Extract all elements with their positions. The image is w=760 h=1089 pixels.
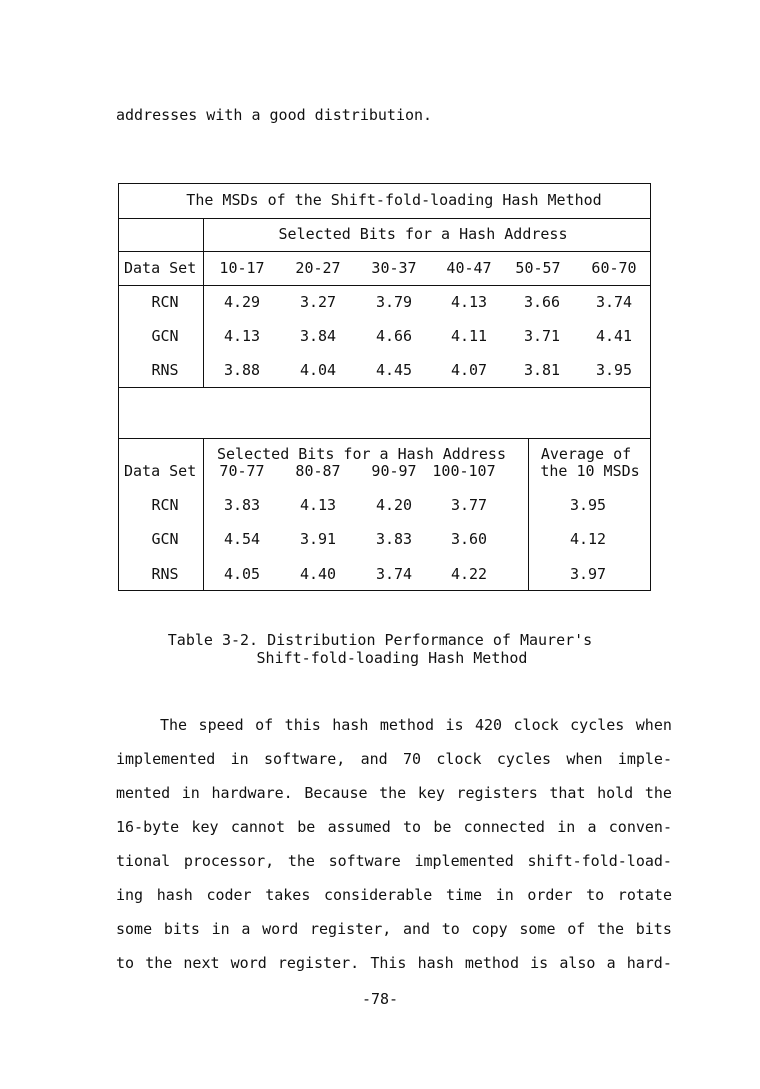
avg-cell: 3.95: [569, 496, 607, 514]
row-label: GCN: [151, 530, 179, 548]
paragraph-word: the: [379, 784, 407, 802]
paragraph-word: rotate: [617, 886, 672, 904]
avg-header: Average of: [540, 445, 632, 463]
paragraph-word: in: [211, 920, 230, 938]
table-cell: 4.54: [223, 530, 261, 548]
paragraph-word: key: [417, 784, 445, 802]
table-cell: 3.66: [523, 293, 561, 311]
table-rule: [119, 285, 650, 286]
paragraph-word: processor,: [183, 852, 275, 870]
top-col-header: 10-17: [219, 259, 265, 277]
row-label: RNS: [151, 361, 179, 379]
table-cell: 3.91: [299, 530, 337, 548]
paragraph-word: This: [370, 954, 407, 972]
paragraph-word: that: [549, 784, 586, 802]
intro-text: addresses with a good distribution.: [116, 106, 433, 124]
table-cell: 4.45: [375, 361, 413, 379]
table-cell: 3.81: [523, 361, 561, 379]
paragraph-word: speed: [198, 716, 244, 734]
paragraph-word: the: [145, 954, 173, 972]
table-cell: 3.60: [450, 530, 488, 548]
paragraph-word: clock: [513, 716, 559, 734]
table-cell: 4.22: [450, 565, 488, 583]
paragraph-word: the: [287, 852, 315, 870]
paragraph-word: in: [230, 750, 249, 768]
table-cell: 4.13: [450, 293, 488, 311]
table-rule: [203, 438, 204, 590]
table-rule: [203, 218, 204, 387]
paragraph-word: bits: [163, 920, 200, 938]
paragraph-word: considerable: [323, 886, 433, 904]
msd-table: [118, 183, 651, 591]
paragraph-word: method: [464, 954, 519, 972]
paragraph-word: a: [241, 920, 251, 938]
paragraph-word: 16-byte: [116, 818, 180, 836]
table-title: The MSDs of the Shift-fold-loading Hash Method: [186, 191, 602, 209]
bottom-col-header: 100-107: [432, 462, 496, 480]
paragraph-word: when: [635, 716, 672, 734]
paragraph-word: cycles: [496, 750, 552, 768]
bottom-col-header: 90-97: [371, 462, 417, 480]
table-cell: 3.79: [375, 293, 413, 311]
paragraph-word: next: [183, 954, 220, 972]
paragraph-word: is: [530, 954, 549, 972]
paragraph-word: when: [566, 750, 603, 768]
table-rule: [119, 251, 650, 252]
paragraph-word: tional: [116, 852, 171, 870]
paragraph-word: is: [445, 716, 464, 734]
paragraph-word: hash: [156, 886, 193, 904]
page-number: -78-: [361, 990, 399, 1008]
paragraph-word: implemented: [414, 852, 514, 870]
table-cell: 4.66: [375, 327, 413, 345]
caption-line: Table 3-2. Distribution Performance of Maurer's: [167, 631, 593, 649]
paragraph-word: software: [328, 852, 401, 870]
paragraph-line: [116, 784, 672, 802]
paragraph-word: conven-: [608, 818, 672, 836]
paragraph-word: the: [596, 920, 625, 938]
table-cell: 4.04: [299, 361, 337, 379]
paragraph-word: be: [297, 818, 316, 836]
paragraph-word: some: [519, 920, 556, 938]
avg-cell: 3.97: [569, 565, 607, 583]
top-col-header: 60-70: [591, 259, 637, 277]
paragraph-word: and: [360, 750, 388, 768]
paragraph-word: of: [255, 716, 274, 734]
table-cell: 3.88: [223, 361, 261, 379]
table-cell: 4.13: [299, 496, 337, 514]
paragraph-word: hardware.: [211, 784, 293, 802]
table-cell: 4.05: [223, 565, 261, 583]
table-cell: 4.07: [450, 361, 488, 379]
caption-line: Shift-fold-loading Hash Method: [256, 649, 528, 667]
avg-header: the 10 MSDs: [540, 462, 640, 480]
row-label: RCN: [151, 496, 179, 514]
paragraph-word: order: [527, 886, 573, 904]
table-rule: [528, 438, 529, 590]
paragraph-word: be: [433, 818, 452, 836]
paragraph-word: Because: [304, 784, 368, 802]
paragraph-word: a: [587, 818, 597, 836]
paragraph-word: assumed: [327, 818, 391, 836]
paragraph-line: [160, 716, 672, 734]
paragraph-word: time: [445, 886, 483, 904]
paragraph-word: connected: [463, 818, 545, 836]
bottom-col-header: 80-87: [295, 462, 341, 480]
table-cell: 4.41: [595, 327, 633, 345]
paragraph-word: register,: [309, 920, 392, 938]
table-cell: 3.83: [223, 496, 261, 514]
paragraph-line: [116, 852, 672, 870]
table-rule: [119, 387, 650, 388]
paragraph-line: [116, 818, 672, 836]
paragraph-word: takes: [265, 886, 311, 904]
paragraph-word: in: [181, 784, 200, 802]
paragraph-word: mented: [116, 784, 171, 802]
paragraph-word: software,: [264, 750, 346, 768]
paragraph-word: and: [402, 920, 431, 938]
paragraph-word: coder: [206, 886, 252, 904]
paragraph-word: cycles: [570, 716, 625, 734]
paragraph-word: method: [379, 716, 435, 734]
table-rule: [119, 218, 650, 219]
paragraph-word: to: [116, 954, 135, 972]
table-cell: 3.74: [375, 565, 413, 583]
paragraph-word: clock: [436, 750, 482, 768]
paragraph-word: some: [116, 920, 153, 938]
table-cell: 3.27: [299, 293, 337, 311]
paragraph-word: 420: [474, 716, 503, 734]
row-label: RNS: [151, 565, 179, 583]
paragraph-word: cannot: [230, 818, 285, 836]
paragraph-line: [116, 750, 672, 768]
paragraph-word: the: [644, 784, 672, 802]
paragraph-word: hash: [417, 954, 454, 972]
paragraph-word: key: [191, 818, 219, 836]
table-cell: 4.11: [450, 327, 488, 345]
table-caption: [0, 631, 760, 667]
paragraph-word: imple-: [617, 750, 672, 768]
paragraph-word: The: [160, 716, 188, 734]
table-cell: 3.95: [595, 361, 633, 379]
paragraph-word: this: [284, 716, 321, 734]
paragraph-word: to: [586, 886, 605, 904]
paragraph-word: shift-fold-load-: [527, 852, 672, 870]
row-label: RCN: [151, 293, 179, 311]
paragraph-word: hash: [332, 716, 369, 734]
table-cell: 3.84: [299, 327, 337, 345]
top-col-header: 50-57: [515, 259, 561, 277]
row-label: GCN: [151, 327, 179, 345]
paragraph-word: registers: [456, 784, 538, 802]
paragraph-line: [116, 886, 672, 904]
top-group-header: Selected Bits for a Hash Address: [278, 225, 568, 243]
bottom-group-header: Selected Bits for a Hash Address: [217, 445, 506, 463]
paragraph-line: [116, 920, 672, 938]
paragraph-word: a: [606, 954, 616, 972]
table-rule: [119, 438, 650, 439]
top-col-header: 40-47: [446, 259, 492, 277]
paragraph-word: in: [495, 886, 514, 904]
paragraph-word: copy: [471, 920, 508, 938]
top-col-header: 30-37: [371, 259, 417, 277]
paragraph-line: [116, 954, 672, 972]
paragraph-word: implemented: [116, 750, 216, 768]
table-cell: 3.71: [523, 327, 561, 345]
paragraph-word: 70: [403, 750, 422, 768]
paragraph-word: word: [230, 954, 267, 972]
avg-cell: 4.12: [569, 530, 607, 548]
top-col-header: 20-27: [295, 259, 341, 277]
paragraph-word: word: [262, 920, 299, 938]
paragraph-word: to: [441, 920, 460, 938]
bottom-col-header: 70-77: [219, 462, 265, 480]
paragraph-word: also: [559, 954, 596, 972]
paragraph-word: to: [403, 818, 422, 836]
table-cell: 3.83: [375, 530, 413, 548]
table-cell: 4.40: [299, 565, 337, 583]
paragraph-word: ing: [116, 886, 144, 904]
table-cell: 4.13: [223, 327, 261, 345]
table-cell: 4.20: [375, 496, 413, 514]
top-row-header: Data Set: [124, 259, 197, 277]
table-cell: 4.29: [223, 293, 261, 311]
paragraph-word: hard-: [626, 954, 672, 972]
paragraph-word: bits: [635, 920, 672, 938]
bottom-row-header: Data Set: [124, 462, 197, 480]
table-cell: 3.77: [450, 496, 488, 514]
paragraph-word: register.: [277, 954, 360, 972]
paragraph-word: hold: [597, 784, 634, 802]
table-cell: 3.74: [595, 293, 633, 311]
paragraph-word: of: [567, 920, 586, 938]
paragraph-word: in: [557, 818, 576, 836]
